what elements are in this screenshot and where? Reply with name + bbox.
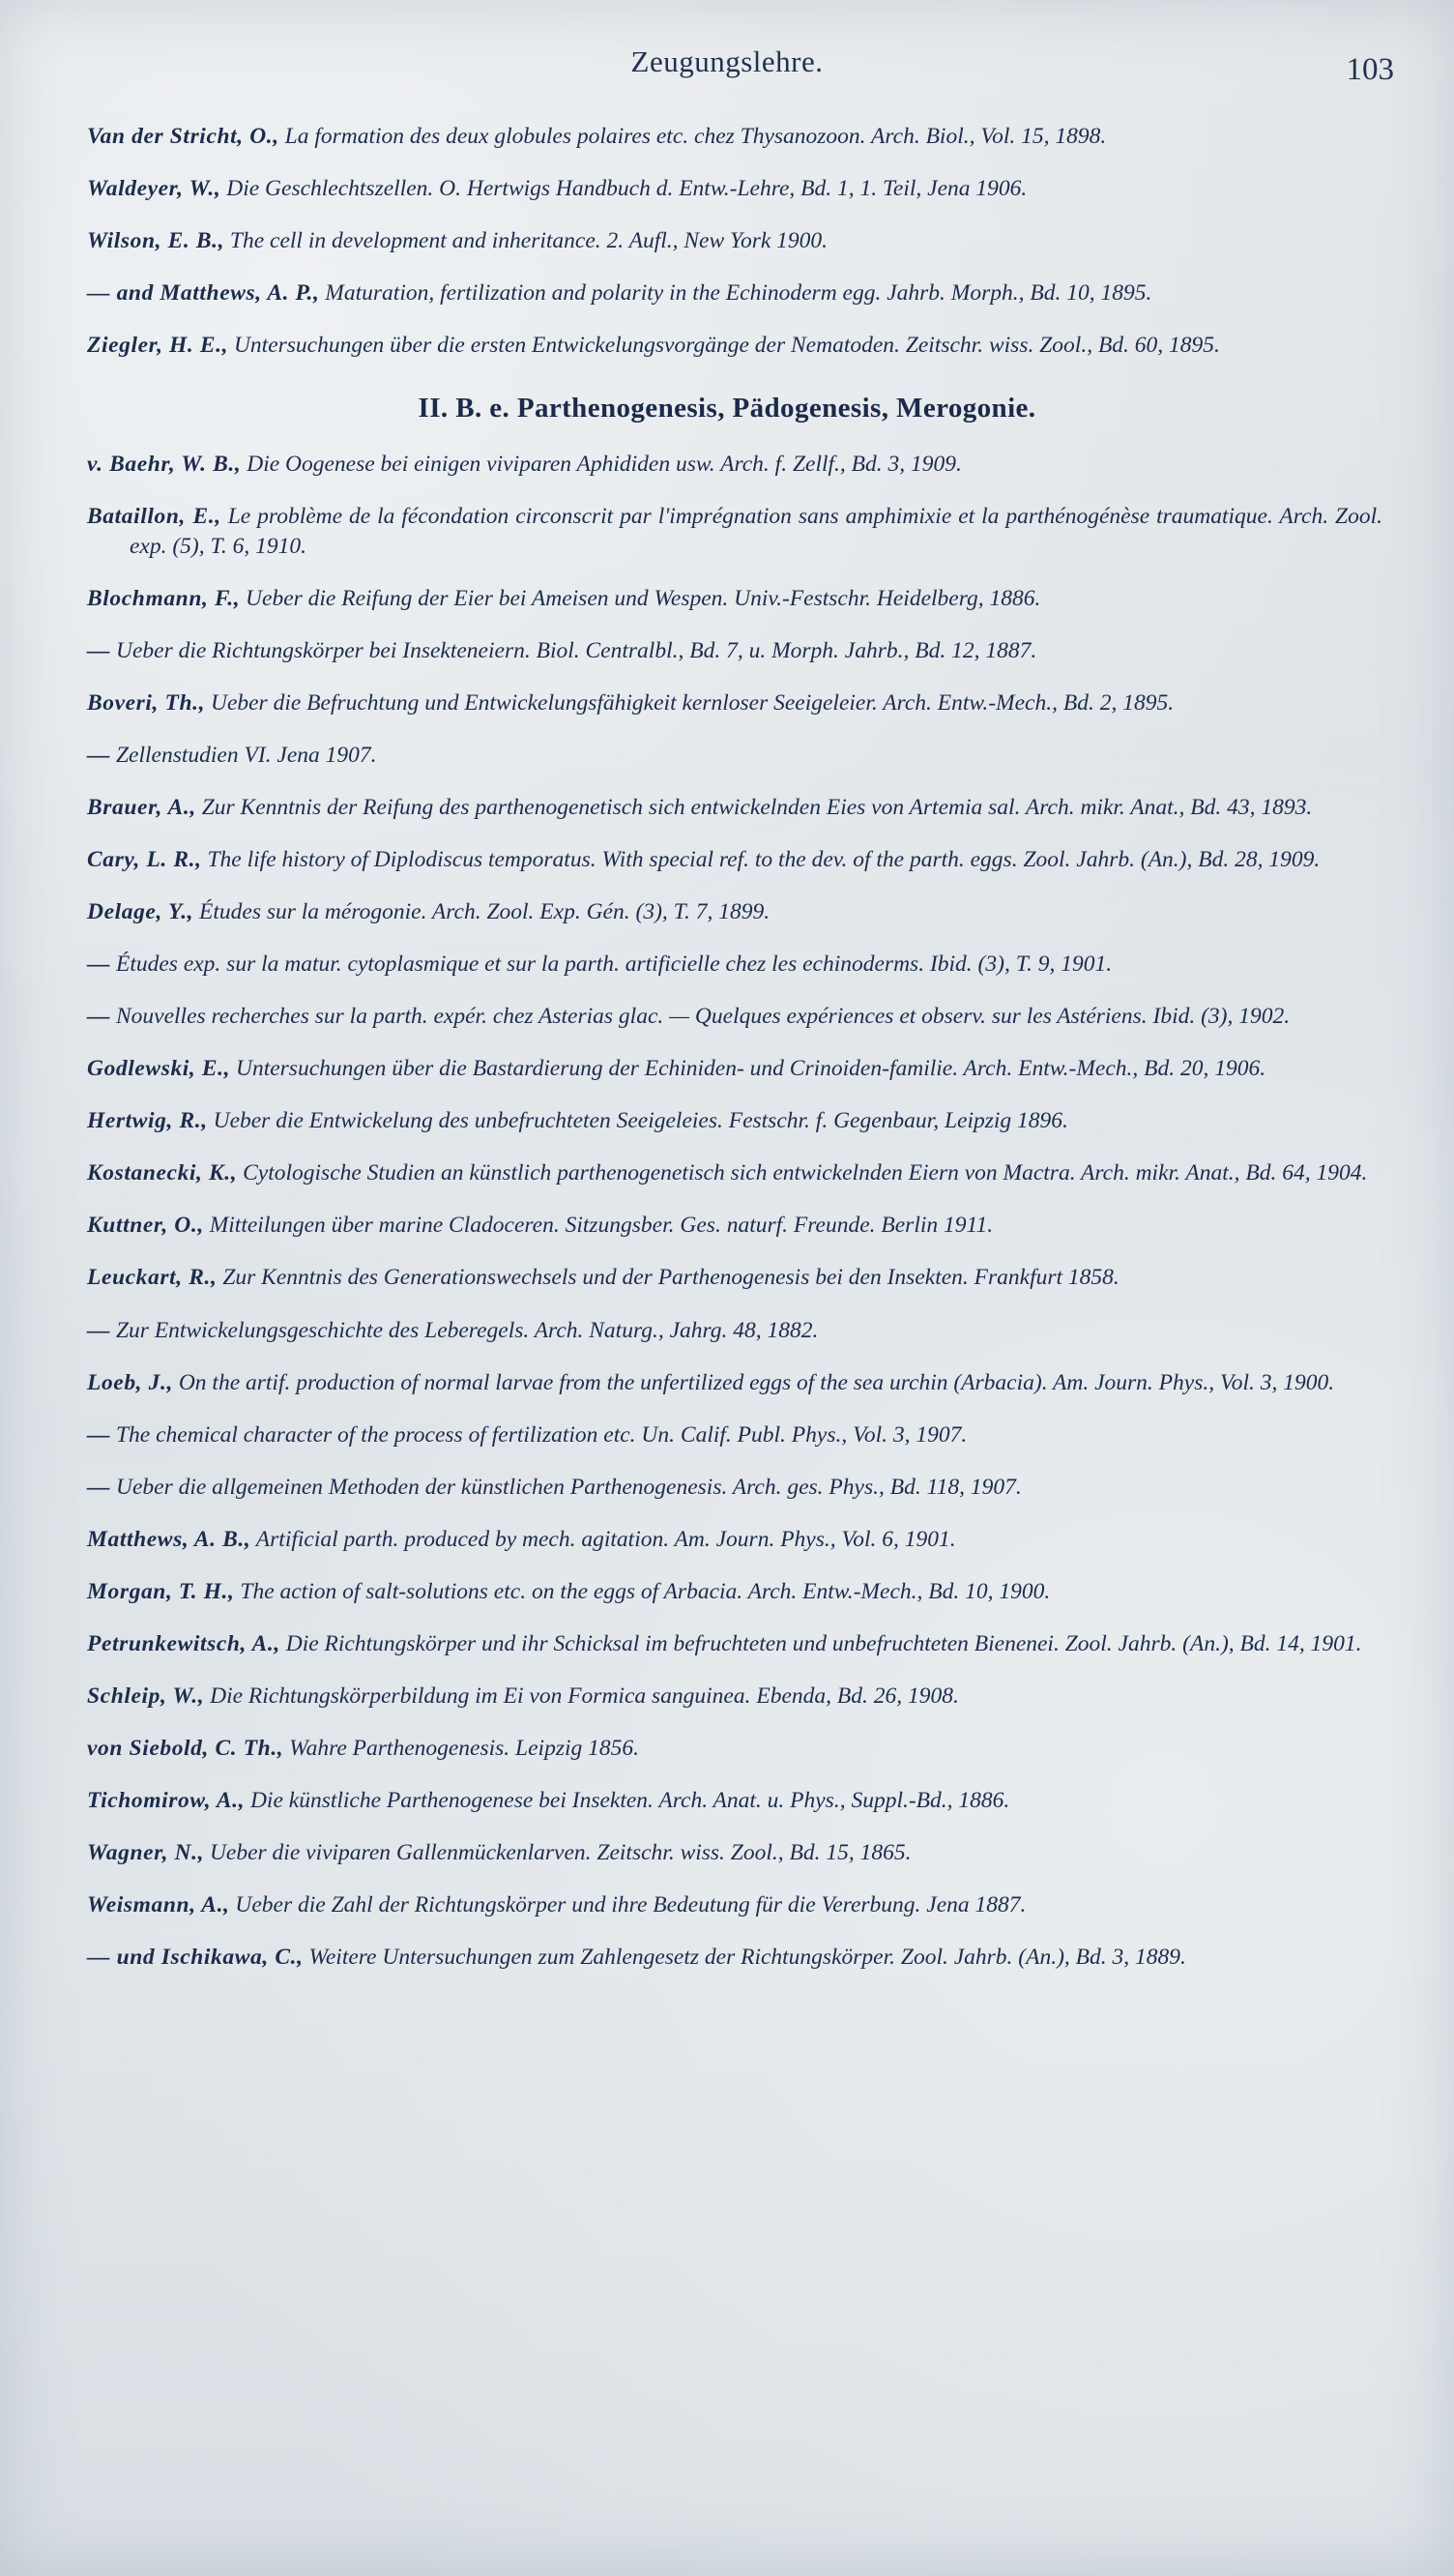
entry-author: Godlewski, E., bbox=[87, 1056, 231, 1082]
entry-citation: Die Richtungskörper und ihr Schicksal im befruchteten und unbefruchteten Bienenei. Zool. Jahrb. (An.), Bd. 14, 1901. bbox=[279, 1630, 1362, 1656]
entry-author: Weismann, A., bbox=[87, 1892, 230, 1918]
entry-author: — and Matthews, A. P., bbox=[87, 279, 320, 306]
entry-citation: La formation des deux globules polaires etc. chez Thysanozoon. Arch. Biol., Vol. 15, 1898. bbox=[278, 123, 1107, 149]
entry-author: von Siebold, C. Th., bbox=[87, 1735, 284, 1761]
bibliography-entry bbox=[87, 1158, 1382, 1188]
bibliography-entry bbox=[87, 845, 1382, 875]
running-head bbox=[50, 39, 1404, 99]
entry-citation: Wahre Parthenogenesis. Leipzig 1856. bbox=[283, 1735, 640, 1761]
bibliography-entry bbox=[87, 122, 1382, 152]
entry-citation: The action of salt-solutions etc. on the eggs of Arbacia. Arch. Entw.-Mech., Bd. 10, 1900. bbox=[234, 1578, 1051, 1604]
entry-citation: Die Oogenese bei einigen viviparen Aphididen usw. Arch. f. Zellf., Bd. 3, 1909. bbox=[241, 452, 962, 478]
bibliography-entry bbox=[87, 174, 1382, 204]
entry-author: Loeb, J., bbox=[87, 1369, 173, 1395]
entry-author: Ziegler, H. E., bbox=[87, 332, 229, 358]
entry-author: Kuttner, O., bbox=[87, 1213, 204, 1239]
bibliography-entry bbox=[87, 1473, 1382, 1503]
entry-author: Boveri, Th., bbox=[87, 689, 206, 716]
bibliography-entry bbox=[87, 1629, 1382, 1659]
entry-author: Brauer, A., bbox=[87, 795, 196, 821]
bibliography-entry bbox=[87, 1525, 1382, 1555]
bibliography-entry bbox=[87, 688, 1382, 718]
entry-author: Kostanecki, K., bbox=[87, 1160, 238, 1186]
entry-author: Hertwig, R., bbox=[87, 1108, 208, 1134]
bibliography-entry bbox=[87, 950, 1382, 980]
entry-citation: Ueber die Richtungskörper bei Insekteneiern. Biol. Centralbl., Bd. 7, u. Morph. Jahrb., Bd. 12, 1887. bbox=[110, 637, 1037, 663]
bibliography-entry bbox=[87, 1211, 1382, 1241]
entry-citation: Untersuchungen über die Bastardierung der Echiniden- und Crinoiden-familie. Arch. Entw.-Mech., Bd. 20, 1906. bbox=[230, 1056, 1266, 1082]
entry-citation: Die künstliche Parthenogenese bei Insekten. Arch. Anat. u. Phys., Suppl.-Bd., 1886. bbox=[245, 1787, 1010, 1813]
bibliography-entry bbox=[87, 1786, 1382, 1816]
entry-citation: Ueber die Entwickelung des unbefruchteten Seeigeleies. Festschr. f. Gegenbaur, Leipzig 1896. bbox=[207, 1108, 1068, 1134]
bibliography-entry bbox=[87, 1263, 1382, 1293]
entry-citation: Zur Kenntnis der Reifung des parthenogenetisch sich entwickelnden Eies von Artemia sal. Arch. mikr. Anat., Bd. 43, 1893. bbox=[195, 795, 1313, 821]
entry-author: — bbox=[87, 637, 111, 663]
entry-author: Bataillon, E., bbox=[87, 504, 221, 530]
bibliography-entry bbox=[87, 1054, 1382, 1084]
entry-author: Van der Stricht, O., bbox=[87, 123, 279, 149]
entry-citation: Ueber die allgemeinen Methoden der künstlichen Parthenogenesis. Arch. ges. Phys., Bd. 118, 1907. bbox=[110, 1474, 1022, 1500]
entry-citation: Le problème de la fécondation circonscrit par l'imprégnation sans amphimixie et la parthénogénèse traumatique. Arch. Zool. exp. (5), T. 6, 1910. bbox=[130, 504, 1382, 559]
entry-author: Matthews, A. B., bbox=[87, 1526, 251, 1552]
entry-author: Tichomirow, A., bbox=[87, 1787, 246, 1813]
entry-citation: Cytologische Studien an künstlich parthenogenetisch sich entwickelnden Eiern von Mactra. Arch. mikr. Anat., Bd. 64, 1904. bbox=[237, 1160, 1368, 1186]
entry-citation: Nouvelles recherches sur la parth. expér. chez Asterias glac. — Quelques expériences et observ. sur les Astériens. Ibid. (3), 1902. bbox=[110, 1004, 1291, 1030]
entry-citation: Zur Kenntnis des Generationswechsels und der Parthenogenesis bei den Insekten. Frankfurt 1858. bbox=[217, 1265, 1120, 1291]
bibliography-entry bbox=[87, 741, 1382, 771]
entry-author: — und Ischikawa, C., bbox=[87, 1945, 304, 1971]
entry-author: — bbox=[87, 1474, 111, 1500]
bibliography-entry bbox=[87, 1682, 1382, 1712]
entry-author: — bbox=[87, 951, 111, 978]
bibliography-entry bbox=[87, 278, 1382, 308]
entry-citation: Weitere Untersuchungen zum Zahlengesetz der Richtungskörper. Zool. Jahrb. (An.), Bd. 3, 1889. bbox=[303, 1945, 1186, 1971]
entry-author: Leuckart, R., bbox=[87, 1265, 218, 1291]
entry-author: Waldeyer, W., bbox=[87, 175, 221, 201]
page-content bbox=[50, 39, 1404, 1975]
entry-citation: Die Richtungskörperbildung im Ei von Formica sanguinea. Ebenda, Bd. 26, 1908. bbox=[204, 1683, 959, 1709]
entry-citation: Mitteilungen über marine Cladoceren. Sitzungsber. Ges. naturf. Freunde. Berlin 1911. bbox=[203, 1213, 994, 1239]
entry-author: Wagner, N., bbox=[87, 1840, 205, 1865]
running-head-title: Zeugungslehre. bbox=[630, 44, 824, 78]
entry-author: — bbox=[87, 1317, 111, 1343]
entry-citation: Die Geschlechtszellen. O. Hertwigs Handbuch d. Entw.-Lehre, Bd. 1, 1. Teil, Jena 1906. bbox=[220, 175, 1028, 201]
bibliography-entry bbox=[87, 897, 1382, 927]
entry-author: Petrunkewitsch, A., bbox=[87, 1630, 280, 1656]
entry-author: — bbox=[87, 743, 111, 769]
bibliography-entry bbox=[87, 1943, 1382, 1973]
section-heading: II. B. e. Parthenogenesis, Pädogenesis, Merogonie. bbox=[418, 393, 1036, 424]
entry-citation: Ueber die viviparen Gallenmückenlarven. Zeitschr. wiss. Zool., Bd. 15, 1865. bbox=[204, 1840, 912, 1865]
entry-citation: Untersuchungen über die ersten Entwickelungsvorgänge der Nematoden. Zeitschr. wiss. Zool., Bd. 60, 1895. bbox=[228, 332, 1220, 358]
entry-citation: The life history of Diplodiscus temporatus. With special ref. to the dev. of the parth. eggs. Zool. Jahrb. (An.), Bd. 28, 1909. bbox=[201, 847, 1321, 873]
bibliography-entry bbox=[87, 1890, 1382, 1920]
entry-citation: Ueber die Befruchtung und Entwickelungsfähigkeit kernloser Seeigeleier. Arch. Entw.-Mech., Bd. 2, 1895. bbox=[205, 689, 1175, 716]
bibliography-entry bbox=[87, 502, 1382, 561]
entry-citation: The cell in development and inheritance. 2. Aufl., New York 1900. bbox=[224, 227, 829, 253]
bibliography-entry bbox=[87, 1838, 1382, 1868]
entry-citation: Artificial parth. produced by mech. agitation. Am. Journ. Phys., Vol. 6, 1901. bbox=[250, 1526, 956, 1552]
entry-author: — bbox=[87, 1421, 111, 1448]
entry-citation: Maturation, fertilization and polarity in the Echinoderm egg. Jahrb. Morph., Bd. 10, 1895. bbox=[319, 279, 1152, 306]
entry-author: Morgan, T. H., bbox=[87, 1578, 235, 1604]
bibliography-entry bbox=[87, 226, 1382, 256]
entry-author: Delage, Y., bbox=[87, 899, 194, 925]
entry-author: Schleip, W., bbox=[87, 1683, 205, 1709]
bibliography-entry bbox=[87, 1420, 1382, 1450]
entry-citation: Ueber die Reifung der Eier bei Ameisen und Wespen. Univ.-Festschr. Heidelberg, 1886. bbox=[240, 585, 1041, 611]
entry-author: v. Baehr, W. B., bbox=[87, 452, 242, 478]
entry-citation: Zur Entwickelungsgeschichte des Leberegels. Arch. Naturg., Jahrg. 48, 1882. bbox=[110, 1317, 819, 1343]
entry-citation: Études exp. sur la matur. cytoplasmique et sur la parth. artificielle chez les echinoderms. Ibid. (3), T. 9, 1901. bbox=[110, 951, 1113, 978]
entry-author: — bbox=[87, 1004, 111, 1030]
entry-author: Wilson, E. B., bbox=[87, 227, 225, 253]
entry-citation: On the artif. production of normal larvae from the unfertilized eggs of the sea urchin (Arbacia). Am. Journ. Phys., Vol. 3, 1900. bbox=[172, 1369, 1335, 1395]
page-number: 103 bbox=[1346, 52, 1394, 87]
bibliography-entry bbox=[87, 793, 1382, 823]
entry-citation: The chemical character of the process of fertilization etc. Un. Calif. Publ. Phys., Vol. 3, 1907. bbox=[110, 1421, 968, 1448]
entry-author: Blochmann, F., bbox=[87, 585, 241, 611]
bibliography-top bbox=[50, 122, 1404, 361]
bibliography-bottom bbox=[50, 450, 1404, 1972]
bibliography-entry bbox=[87, 1577, 1382, 1607]
bibliography-entry bbox=[87, 636, 1382, 666]
bibliography-entry bbox=[87, 1106, 1382, 1136]
bibliography-entry bbox=[87, 1316, 1382, 1346]
bibliography-entry bbox=[87, 450, 1382, 480]
entry-author: Cary, L. R., bbox=[87, 847, 202, 873]
bibliography-entry bbox=[87, 584, 1382, 614]
bibliography-entry bbox=[87, 1368, 1382, 1398]
bibliography-entry bbox=[87, 331, 1382, 361]
entry-citation: Zellenstudien VI. Jena 1907. bbox=[110, 743, 377, 769]
bibliography-entry bbox=[87, 1734, 1382, 1764]
entry-citation: Ueber die Zahl der Richtungskörper und ihre Bedeutung für die Vererbung. Jena 1887. bbox=[229, 1892, 1027, 1918]
entry-citation: Études sur la mérogonie. Arch. Zool. Exp. Gén. (3), T. 7, 1899. bbox=[193, 899, 771, 925]
bibliography-entry bbox=[87, 1002, 1382, 1032]
